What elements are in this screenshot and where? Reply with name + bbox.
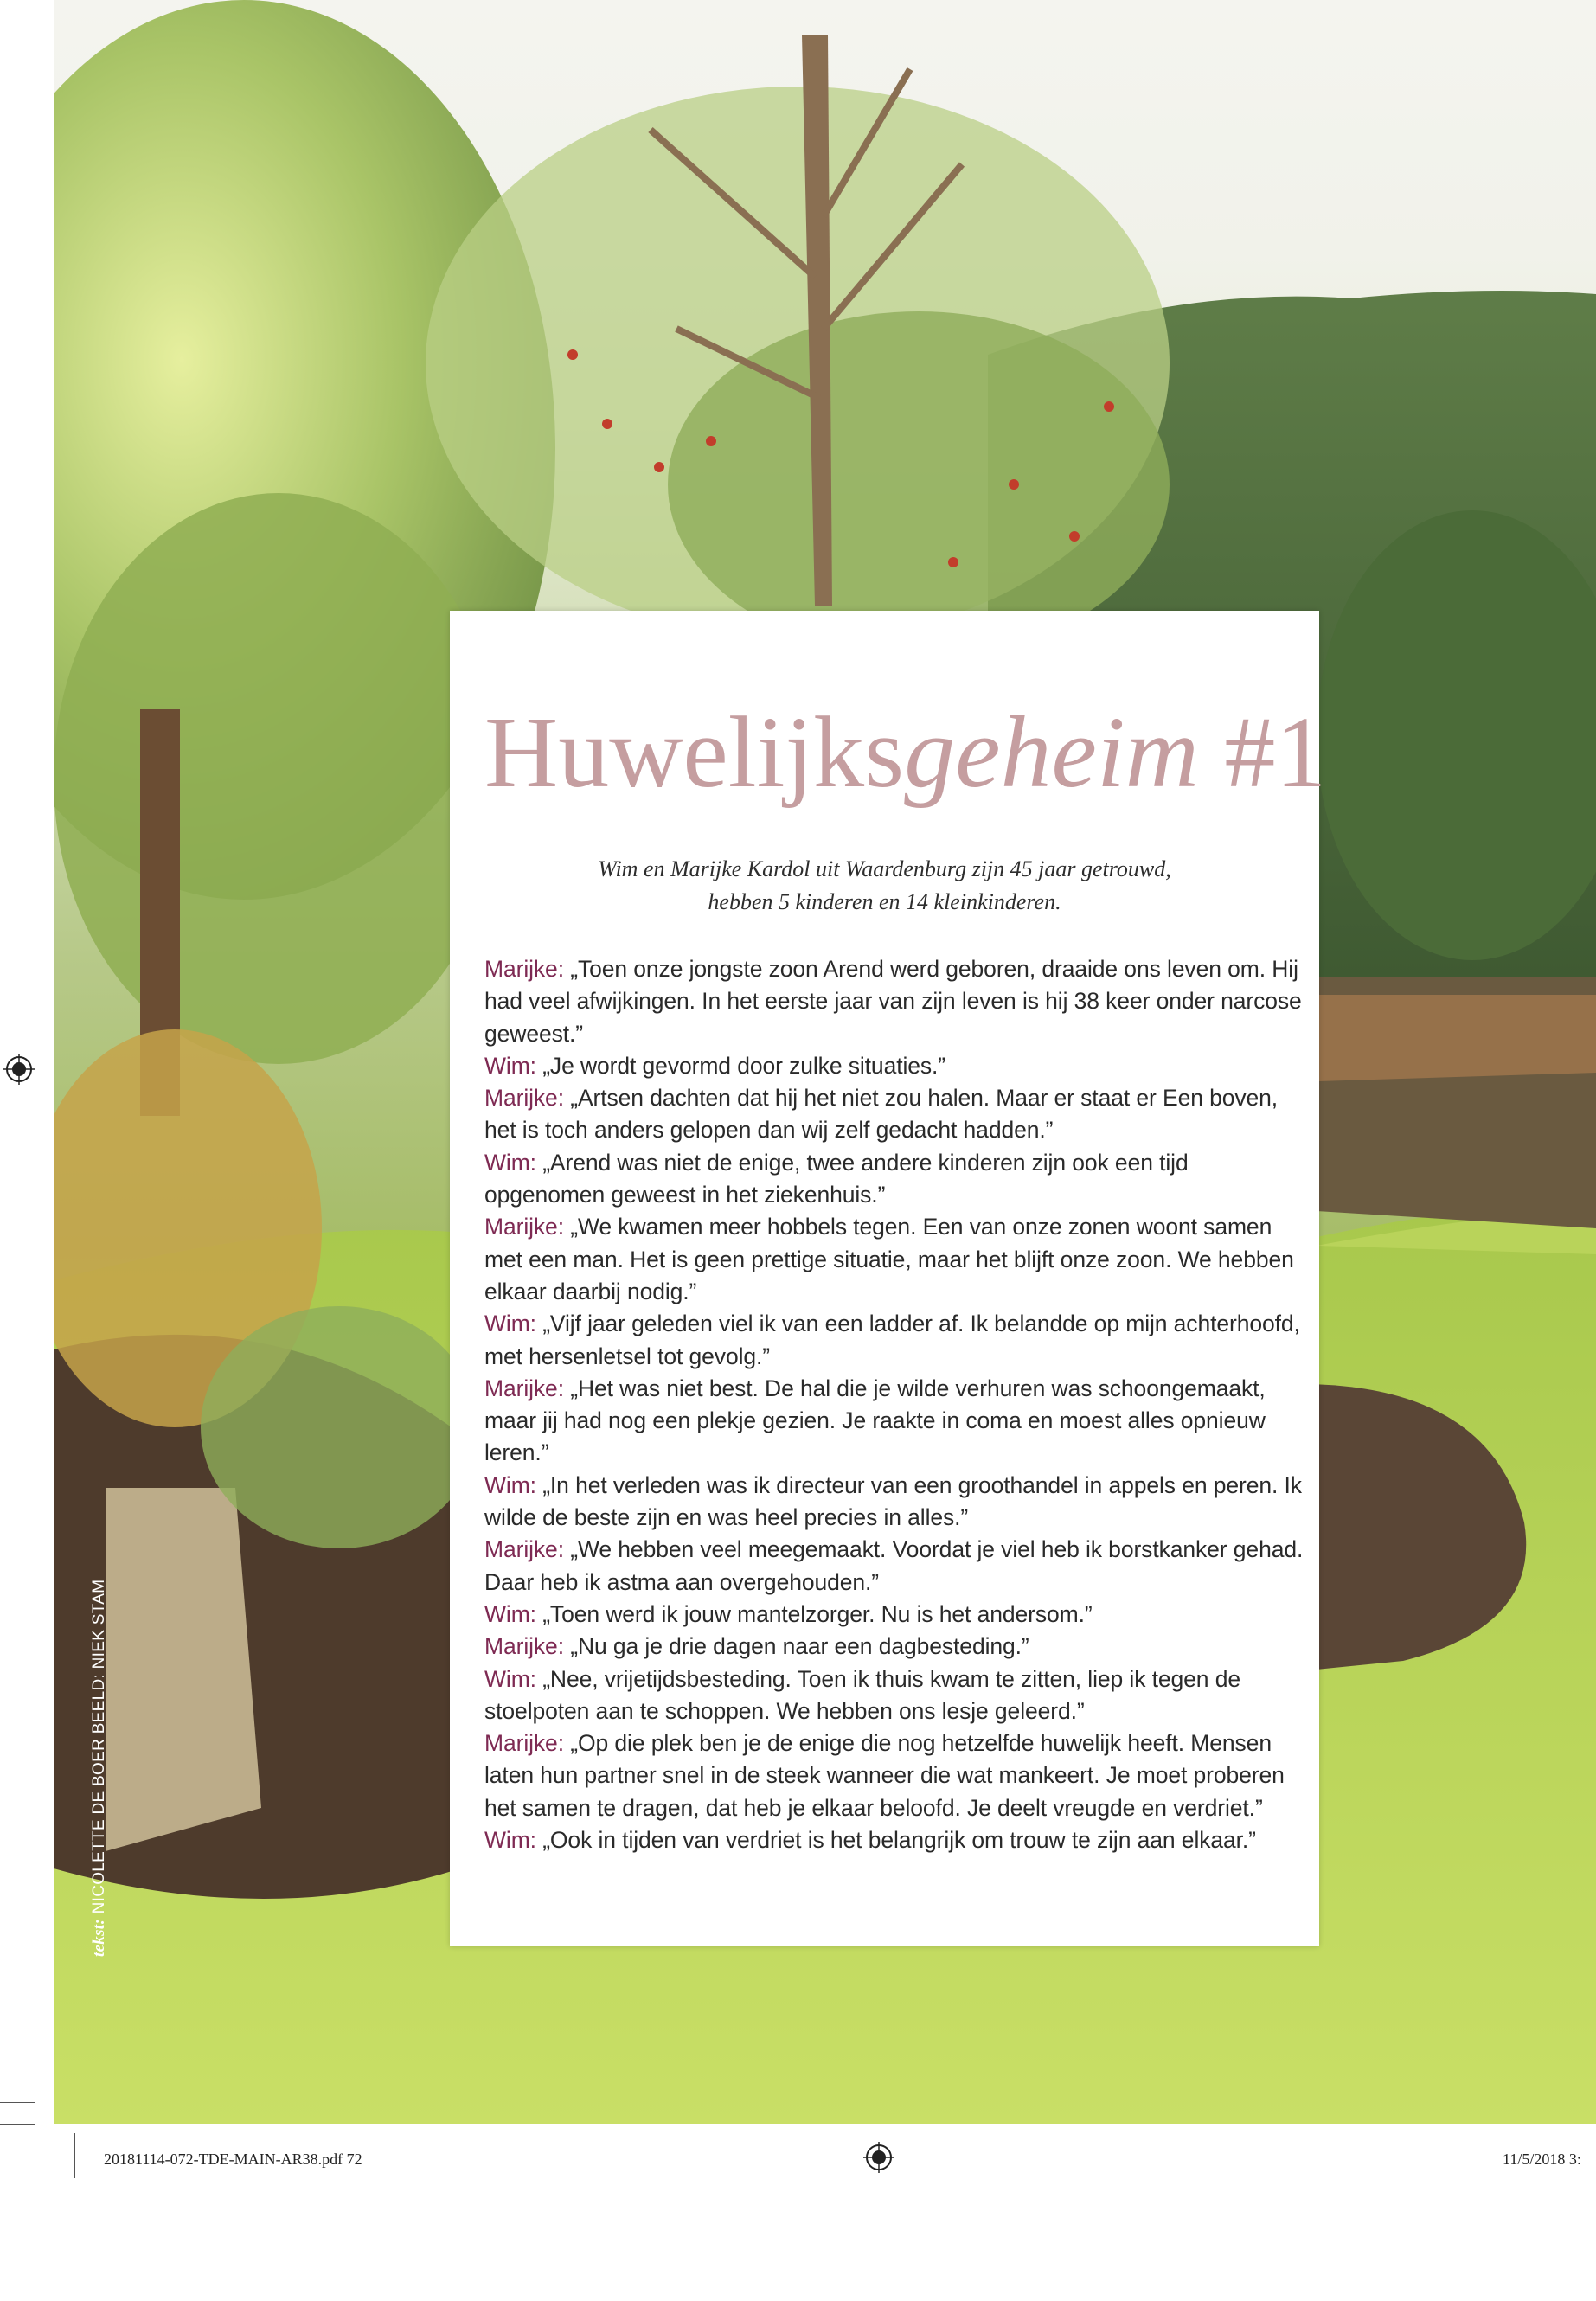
- speaker-name: Marijke:: [484, 1214, 564, 1240]
- speaker-name: Wim:: [484, 1149, 536, 1176]
- quote-text: „In het verleden was ik directeur van een groothandel in appels en peren. Ik wilde de beste zijn en was heel precies in alles.”: [484, 1471, 1302, 1531]
- article-intro: [467, 853, 1302, 919]
- print-slug-filename: 20181114-072-TDE-MAIN-AR38.pdf 72: [104, 2150, 362, 2168]
- quote-text: „Toen onze jongste zoon Arend werd geboren, draaide ons leven om. Hij had veel afwijkingen. In het eerste jaar van zijn leven is hij 38 keer onder narcose geweest.”: [484, 956, 1302, 1047]
- speaker-name: Marijke:: [484, 1085, 564, 1112]
- quote-text: „We kwamen meer hobbels tegen. Een van onze zonen woont samen met een man. Het is geen prettige situatie, maar het blijft onze zoon. We hebben elkaar daarbij nodig.”: [484, 1214, 1294, 1304]
- dialogue-line: [484, 1663, 1306, 1728]
- headline-number: #1: [1198, 695, 1327, 809]
- article-card: [450, 611, 1327, 1946]
- dialogue-line: [484, 1727, 1306, 1824]
- quote-text: „Arend was niet de enige, twee andere kinderen zijn ook een tijd opgenomen geweest in het ziekenhuis.”: [484, 1149, 1189, 1208]
- intro-line-1: Wim en Marijke Kardol uit Waardenburg zijn 45 jaar getrouwd,: [598, 856, 1171, 881]
- headline-regular: Huwelijks: [484, 695, 905, 809]
- speaker-name: Marijke:: [484, 956, 564, 982]
- speaker-name: Wim:: [484, 1471, 536, 1498]
- quote-text: „Nu ga je drie dagen naar een dagbesteding.”: [563, 1633, 1029, 1660]
- interview-dialogue: [484, 953, 1306, 1856]
- credit-text: NICOLETTE DE BOER BEELD: NIEK STAM: [90, 1579, 108, 1919]
- dialogue-line: [484, 1470, 1306, 1535]
- dialogue-line: [484, 1147, 1306, 1212]
- speaker-name: Wim:: [484, 1311, 536, 1337]
- speaker-name: Wim:: [484, 1600, 536, 1627]
- speaker-name: Marijke:: [484, 1536, 564, 1563]
- registration-mark-icon: [3, 1054, 35, 1085]
- dialogue-line: [484, 1211, 1306, 1308]
- quote-text: „Toen werd ik jouw mantelzorger. Nu is het andersom.”: [535, 1600, 1093, 1627]
- dialogue-line: [484, 1050, 1306, 1082]
- registration-mark-icon: [863, 2142, 894, 2173]
- dialogue-line: [484, 1082, 1306, 1147]
- print-slug-date: 11/5/2018 3:: [1503, 2150, 1581, 2168]
- speaker-name: Wim:: [484, 1052, 536, 1079]
- dialogue-line: [484, 1824, 1306, 1856]
- quote-text: „Nee, vrijetijdsbesteding. Toen ik thuis kwam te zitten, liep ik tegen de stoelpoten aan te schoppen. We hebben ons lesje geleerd.”: [484, 1665, 1240, 1724]
- quote-text: „Artsen dachten dat hij het niet zou halen. Maar er staat er Een boven, het is toch anders gelopen dan wij zelf gedacht hadden.”: [484, 1085, 1279, 1144]
- photo-credit: [90, 1580, 109, 1957]
- speaker-name: Marijke:: [484, 1633, 564, 1660]
- article-headline: [484, 695, 1327, 809]
- crop-mark: [74, 2133, 75, 2178]
- quote-text: „Vijf jaar geleden viel ik van een ladder af. Ik belandde op mijn achterhoofd, met hersenletsel tot gevolg.”: [484, 1311, 1300, 1369]
- speaker-name: Wim:: [484, 1827, 536, 1854]
- quote-text: „Je wordt gevormd door zulke situaties.”: [535, 1052, 946, 1079]
- quote-text: „Op die plek ben je de enige die nog hetzelfde huwelijk heeft. Mensen laten hun partner snel in de steek wanneer die wat mankeert. Je moet proberen het samen te dragen, dat heb je elkaar beloofd. Je deelt vreugde en verdriet.”: [484, 1730, 1285, 1821]
- crop-mark: [0, 2102, 35, 2103]
- crop-mark: [0, 2124, 35, 2125]
- credit-label: tekst:: [90, 1918, 108, 1957]
- dialogue-line: [484, 1631, 1306, 1663]
- speaker-name: Marijke:: [484, 1730, 564, 1757]
- speaker-name: Marijke:: [484, 1375, 564, 1401]
- dialogue-line: [484, 1308, 1306, 1373]
- quote-text: „Ook in tijden van verdriet is het belangrijk om trouw te zijn aan elkaar.”: [535, 1827, 1256, 1854]
- dialogue-line: [484, 1534, 1306, 1599]
- dialogue-line: [484, 953, 1306, 1050]
- dialogue-line: [484, 1373, 1306, 1470]
- quote-text: „Het was niet best. De hal die je wilde verhuren was schoongemaakt, maar jij had nog een plekje gezien. Je raakte in coma en moest alles opnieuw leren.”: [484, 1375, 1266, 1466]
- headline-italic: geheim: [904, 695, 1199, 809]
- quote-text: „We hebben veel meegemaakt. Voordat je viel heb ik borstkanker gehad. Daar heb ik astma aan overgehouden.”: [484, 1536, 1304, 1595]
- intro-line-2: hebben 5 kinderen en 14 kleinkinderen.: [708, 889, 1061, 914]
- dialogue-line: [484, 1599, 1306, 1631]
- speaker-name: Wim:: [484, 1665, 536, 1692]
